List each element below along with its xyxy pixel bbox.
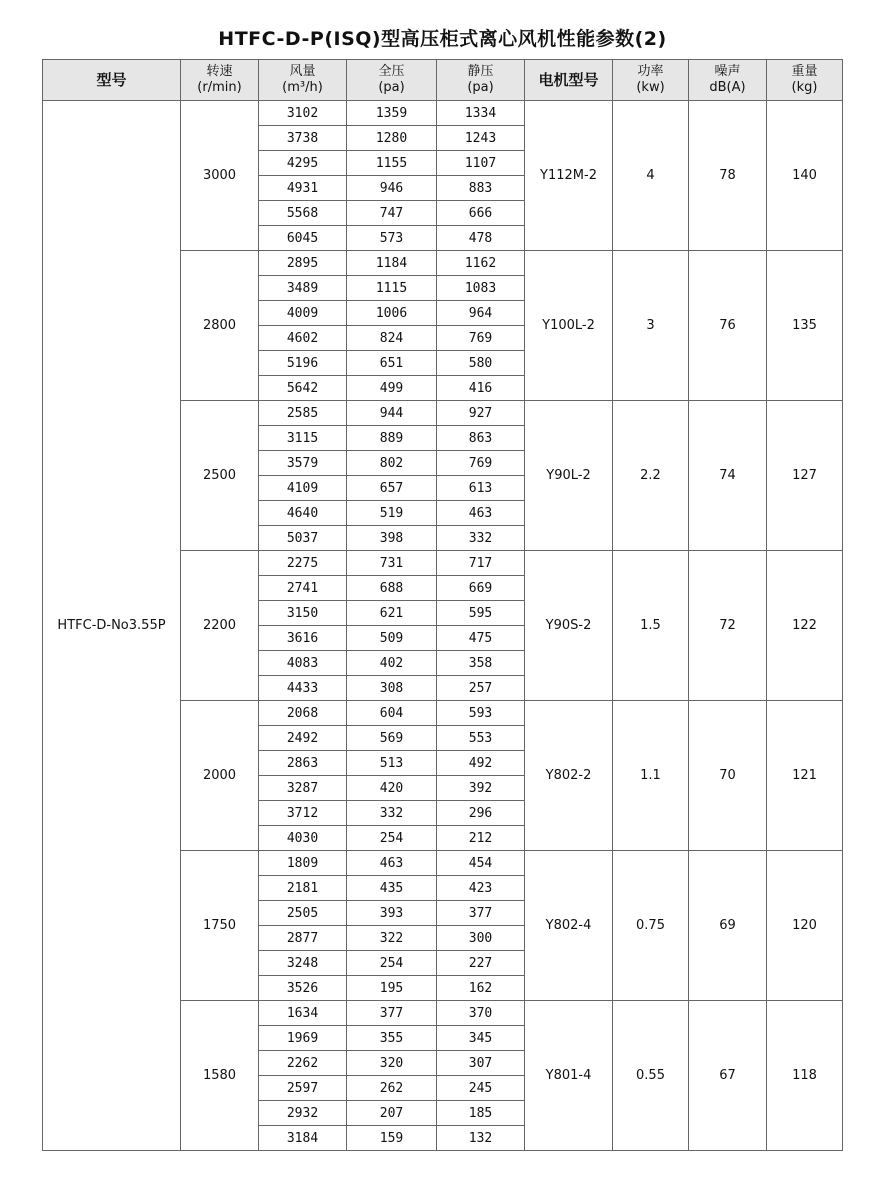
airflow-cell: 3489 bbox=[259, 276, 347, 301]
static-pressure-cell: 666 bbox=[437, 201, 525, 226]
weight-cell: 122 bbox=[767, 551, 843, 701]
motor-cell: Y112M-2 bbox=[525, 101, 613, 251]
static-pressure-cell: 964 bbox=[437, 301, 525, 326]
airflow-cell: 6045 bbox=[259, 226, 347, 251]
header-total-pressure-unit: (pa) bbox=[378, 80, 405, 95]
total-pressure-cell: 513 bbox=[347, 751, 437, 776]
airflow-cell: 3102 bbox=[259, 101, 347, 126]
header-total-pressure-label: 全压 bbox=[378, 64, 405, 79]
noise-cell: 70 bbox=[689, 701, 767, 851]
airflow-cell: 3616 bbox=[259, 626, 347, 651]
static-pressure-cell: 478 bbox=[437, 226, 525, 251]
airflow-cell: 3738 bbox=[259, 126, 347, 151]
airflow-cell: 4433 bbox=[259, 676, 347, 701]
static-pressure-cell: 307 bbox=[437, 1051, 525, 1076]
total-pressure-cell: 621 bbox=[347, 601, 437, 626]
power-cell: 2.2 bbox=[613, 401, 689, 551]
airflow-cell: 2741 bbox=[259, 576, 347, 601]
static-pressure-cell: 883 bbox=[437, 176, 525, 201]
header-noise bbox=[689, 60, 767, 101]
power-cell: 1.5 bbox=[613, 551, 689, 701]
motor-cell: Y90S-2 bbox=[525, 551, 613, 701]
static-pressure-cell: 1083 bbox=[437, 276, 525, 301]
total-pressure-cell: 802 bbox=[347, 451, 437, 476]
weight-cell: 120 bbox=[767, 851, 843, 1001]
header-model: 型号 bbox=[43, 60, 181, 101]
total-pressure-cell: 824 bbox=[347, 326, 437, 351]
speed-cell: 2000 bbox=[181, 701, 259, 851]
airflow-cell: 3579 bbox=[259, 451, 347, 476]
airflow-cell: 3115 bbox=[259, 426, 347, 451]
speed-cell: 2200 bbox=[181, 551, 259, 701]
total-pressure-cell: 1184 bbox=[347, 251, 437, 276]
airflow-cell: 2932 bbox=[259, 1101, 347, 1126]
power-cell: 0.75 bbox=[613, 851, 689, 1001]
static-pressure-cell: 717 bbox=[437, 551, 525, 576]
header-static-pressure-unit: (pa) bbox=[467, 80, 494, 95]
static-pressure-cell: 769 bbox=[437, 326, 525, 351]
total-pressure-cell: 944 bbox=[347, 401, 437, 426]
total-pressure-cell: 651 bbox=[347, 351, 437, 376]
total-pressure-cell: 946 bbox=[347, 176, 437, 201]
total-pressure-cell: 320 bbox=[347, 1051, 437, 1076]
airflow-cell: 5642 bbox=[259, 376, 347, 401]
header-weight bbox=[767, 60, 843, 101]
weight-cell: 140 bbox=[767, 101, 843, 251]
noise-cell: 69 bbox=[689, 851, 767, 1001]
weight-cell: 127 bbox=[767, 401, 843, 551]
airflow-cell: 4109 bbox=[259, 476, 347, 501]
total-pressure-cell: 747 bbox=[347, 201, 437, 226]
total-pressure-cell: 254 bbox=[347, 951, 437, 976]
static-pressure-cell: 377 bbox=[437, 901, 525, 926]
total-pressure-cell: 688 bbox=[347, 576, 437, 601]
total-pressure-cell: 322 bbox=[347, 926, 437, 951]
static-pressure-cell: 1243 bbox=[437, 126, 525, 151]
motor-cell: Y100L-2 bbox=[525, 251, 613, 401]
airflow-cell: 1634 bbox=[259, 1001, 347, 1026]
airflow-cell: 2895 bbox=[259, 251, 347, 276]
airflow-cell: 5037 bbox=[259, 526, 347, 551]
airflow-cell: 2597 bbox=[259, 1076, 347, 1101]
static-pressure-cell: 863 bbox=[437, 426, 525, 451]
header-airflow-label: 风量 bbox=[289, 64, 316, 79]
header-weight-label: 重量 bbox=[791, 64, 818, 79]
noise-cell: 72 bbox=[689, 551, 767, 701]
airflow-cell: 3526 bbox=[259, 976, 347, 1001]
total-pressure-cell: 1359 bbox=[347, 101, 437, 126]
airflow-cell: 2505 bbox=[259, 901, 347, 926]
static-pressure-cell: 162 bbox=[437, 976, 525, 1001]
speed-cell: 1750 bbox=[181, 851, 259, 1001]
noise-cell: 67 bbox=[689, 1001, 767, 1151]
total-pressure-cell: 159 bbox=[347, 1126, 437, 1151]
model-cell: HTFC-D-No3.55P bbox=[43, 101, 181, 1151]
total-pressure-cell: 308 bbox=[347, 676, 437, 701]
table-row bbox=[43, 101, 843, 126]
header-airflow-unit: (m³/h) bbox=[282, 80, 323, 95]
static-pressure-cell: 345 bbox=[437, 1026, 525, 1051]
total-pressure-cell: 731 bbox=[347, 551, 437, 576]
airflow-cell: 3712 bbox=[259, 801, 347, 826]
static-pressure-cell: 593 bbox=[437, 701, 525, 726]
airflow-cell: 2275 bbox=[259, 551, 347, 576]
page-title: HTFC-D-P(ISQ)型高压柜式离心风机性能参数(2) bbox=[218, 28, 667, 50]
static-pressure-cell: 1107 bbox=[437, 151, 525, 176]
static-pressure-cell: 227 bbox=[437, 951, 525, 976]
weight-cell: 135 bbox=[767, 251, 843, 401]
airflow-cell: 2877 bbox=[259, 926, 347, 951]
total-pressure-cell: 889 bbox=[347, 426, 437, 451]
header-speed-label: 转速 bbox=[206, 64, 233, 79]
total-pressure-cell: 499 bbox=[347, 376, 437, 401]
power-cell: 0.55 bbox=[613, 1001, 689, 1151]
noise-cell: 78 bbox=[689, 101, 767, 251]
fan-performance-table bbox=[42, 59, 843, 1151]
header-weight-unit: (kg) bbox=[791, 80, 818, 95]
airflow-cell: 2492 bbox=[259, 726, 347, 751]
static-pressure-cell: 300 bbox=[437, 926, 525, 951]
total-pressure-cell: 402 bbox=[347, 651, 437, 676]
total-pressure-cell: 207 bbox=[347, 1101, 437, 1126]
airflow-cell: 5196 bbox=[259, 351, 347, 376]
airflow-cell: 4295 bbox=[259, 151, 347, 176]
static-pressure-cell: 463 bbox=[437, 501, 525, 526]
airflow-cell: 2863 bbox=[259, 751, 347, 776]
header-row bbox=[43, 60, 843, 101]
static-pressure-cell: 1162 bbox=[437, 251, 525, 276]
static-pressure-cell: 1334 bbox=[437, 101, 525, 126]
airflow-cell: 4640 bbox=[259, 501, 347, 526]
total-pressure-cell: 1155 bbox=[347, 151, 437, 176]
static-pressure-cell: 553 bbox=[437, 726, 525, 751]
total-pressure-cell: 393 bbox=[347, 901, 437, 926]
static-pressure-cell: 475 bbox=[437, 626, 525, 651]
airflow-cell: 3184 bbox=[259, 1126, 347, 1151]
total-pressure-cell: 604 bbox=[347, 701, 437, 726]
header-total-pressure bbox=[347, 60, 437, 101]
static-pressure-cell: 595 bbox=[437, 601, 525, 626]
total-pressure-cell: 332 bbox=[347, 801, 437, 826]
header-noise-label: 噪声 bbox=[714, 64, 741, 79]
motor-cell: Y802-4 bbox=[525, 851, 613, 1001]
airflow-cell: 2585 bbox=[259, 401, 347, 426]
motor-cell: Y90L-2 bbox=[525, 401, 613, 551]
static-pressure-cell: 132 bbox=[437, 1126, 525, 1151]
airflow-cell: 3150 bbox=[259, 601, 347, 626]
header-power-unit: (kw) bbox=[636, 80, 665, 95]
airflow-cell: 4030 bbox=[259, 826, 347, 851]
static-pressure-cell: 296 bbox=[437, 801, 525, 826]
static-pressure-cell: 257 bbox=[437, 676, 525, 701]
motor-cell: Y801-4 bbox=[525, 1001, 613, 1151]
speed-cell: 2500 bbox=[181, 401, 259, 551]
airflow-cell: 4931 bbox=[259, 176, 347, 201]
static-pressure-cell: 613 bbox=[437, 476, 525, 501]
airflow-cell: 4602 bbox=[259, 326, 347, 351]
power-cell: 1.1 bbox=[613, 701, 689, 851]
total-pressure-cell: 262 bbox=[347, 1076, 437, 1101]
total-pressure-cell: 1280 bbox=[347, 126, 437, 151]
static-pressure-cell: 245 bbox=[437, 1076, 525, 1101]
static-pressure-cell: 358 bbox=[437, 651, 525, 676]
header-speed bbox=[181, 60, 259, 101]
airflow-cell: 4009 bbox=[259, 301, 347, 326]
total-pressure-cell: 1115 bbox=[347, 276, 437, 301]
airflow-cell: 3248 bbox=[259, 951, 347, 976]
static-pressure-cell: 769 bbox=[437, 451, 525, 476]
table-body bbox=[43, 101, 843, 1151]
static-pressure-cell: 392 bbox=[437, 776, 525, 801]
power-cell: 3 bbox=[613, 251, 689, 401]
header-static-pressure-label: 静压 bbox=[467, 64, 494, 79]
static-pressure-cell: 423 bbox=[437, 876, 525, 901]
header-motor: 电机型号 bbox=[525, 60, 613, 101]
header-power-label: 功率 bbox=[637, 64, 664, 79]
airflow-cell: 5568 bbox=[259, 201, 347, 226]
total-pressure-cell: 435 bbox=[347, 876, 437, 901]
header-speed-unit: (r/min) bbox=[197, 80, 242, 95]
airflow-cell: 1809 bbox=[259, 851, 347, 876]
static-pressure-cell: 669 bbox=[437, 576, 525, 601]
total-pressure-cell: 509 bbox=[347, 626, 437, 651]
power-cell: 4 bbox=[613, 101, 689, 251]
total-pressure-cell: 463 bbox=[347, 851, 437, 876]
motor-cell: Y802-2 bbox=[525, 701, 613, 851]
static-pressure-cell: 454 bbox=[437, 851, 525, 876]
static-pressure-cell: 212 bbox=[437, 826, 525, 851]
airflow-cell: 2262 bbox=[259, 1051, 347, 1076]
noise-cell: 76 bbox=[689, 251, 767, 401]
header-airflow bbox=[259, 60, 347, 101]
total-pressure-cell: 398 bbox=[347, 526, 437, 551]
total-pressure-cell: 420 bbox=[347, 776, 437, 801]
static-pressure-cell: 492 bbox=[437, 751, 525, 776]
noise-cell: 74 bbox=[689, 401, 767, 551]
header-static-pressure bbox=[437, 60, 525, 101]
airflow-cell: 4083 bbox=[259, 651, 347, 676]
total-pressure-cell: 657 bbox=[347, 476, 437, 501]
header-power bbox=[613, 60, 689, 101]
total-pressure-cell: 573 bbox=[347, 226, 437, 251]
total-pressure-cell: 195 bbox=[347, 976, 437, 1001]
static-pressure-cell: 332 bbox=[437, 526, 525, 551]
total-pressure-cell: 569 bbox=[347, 726, 437, 751]
total-pressure-cell: 377 bbox=[347, 1001, 437, 1026]
speed-cell: 3000 bbox=[181, 101, 259, 251]
static-pressure-cell: 370 bbox=[437, 1001, 525, 1026]
airflow-cell: 3287 bbox=[259, 776, 347, 801]
speed-cell: 1580 bbox=[181, 1001, 259, 1151]
total-pressure-cell: 355 bbox=[347, 1026, 437, 1051]
airflow-cell: 2181 bbox=[259, 876, 347, 901]
airflow-cell: 2068 bbox=[259, 701, 347, 726]
weight-cell: 121 bbox=[767, 701, 843, 851]
speed-cell: 2800 bbox=[181, 251, 259, 401]
total-pressure-cell: 1006 bbox=[347, 301, 437, 326]
airflow-cell: 1969 bbox=[259, 1026, 347, 1051]
weight-cell: 118 bbox=[767, 1001, 843, 1151]
total-pressure-cell: 254 bbox=[347, 826, 437, 851]
static-pressure-cell: 580 bbox=[437, 351, 525, 376]
total-pressure-cell: 519 bbox=[347, 501, 437, 526]
header-noise-unit: dB(A) bbox=[709, 80, 746, 95]
static-pressure-cell: 416 bbox=[437, 376, 525, 401]
static-pressure-cell: 185 bbox=[437, 1101, 525, 1126]
static-pressure-cell: 927 bbox=[437, 401, 525, 426]
